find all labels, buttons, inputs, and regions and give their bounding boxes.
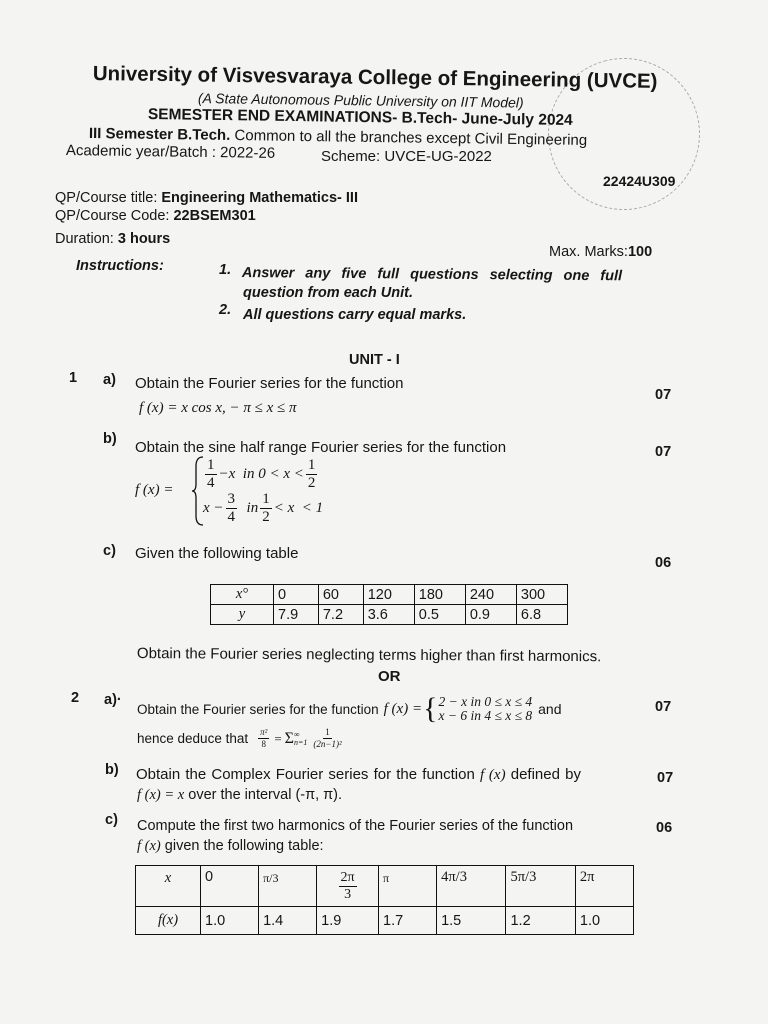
q2a-and: and (538, 701, 562, 717)
q2b-label: b) (105, 762, 119, 778)
table-cell: 60 (318, 585, 363, 605)
q1-number: 1 (69, 370, 78, 386)
q2c-data-table (135, 865, 634, 935)
q1b-label: b) (103, 431, 117, 447)
q1c-text: Given the following table (135, 545, 299, 562)
table-cell: 1.0 (201, 907, 259, 935)
q2c-marks: 06 (656, 820, 673, 836)
course-code-value: 22BSEM301 (173, 208, 256, 224)
q2b-function-symbol: f (x) (480, 767, 506, 783)
table-cell: 2π (575, 866, 633, 907)
q2a-case-1: 2 − x in 0 ≤ x ≤ 4 (438, 693, 533, 709)
table-cell: 0.5 (414, 605, 465, 625)
q1a-text: Obtain the Fourier series for the function (135, 375, 404, 392)
duration-value: 3 hours (117, 231, 171, 247)
table-cell: 1.0 (575, 907, 633, 935)
table-row-fx (136, 907, 634, 935)
exam-title: SEMESTER END EXAMINATIONS- B.Tech- June-July 2024 (147, 106, 573, 129)
table-header-y: y (211, 605, 274, 625)
max-marks-value: 100 (627, 244, 653, 260)
table-cell: 4π/3 (437, 866, 506, 907)
table-cell: 5π/3 (506, 866, 575, 907)
table-cell: 300 (516, 585, 567, 605)
instruction-1-line-1: Answer any five full questions selecting one full (241, 265, 623, 285)
q1b-piecewise-lhs: f (x) = (135, 482, 174, 498)
table-header-x: x (136, 866, 201, 907)
table-cell: 0 (201, 866, 259, 907)
q2b-text-end: defined by (510, 766, 581, 783)
fraction-three-quarters: $\frac{3}{4}$ (227, 491, 236, 525)
instruction-1-line-2: question from each Unit. (243, 285, 413, 301)
table-cell: 0 (274, 585, 319, 605)
q1c-marks: 06 (655, 555, 672, 571)
instruction-2-number: 2. (219, 302, 232, 318)
instructions-label: Instructions: (76, 258, 164, 274)
fraction-one-half: $\frac{1}{2}$ (307, 457, 316, 491)
instruction-1-number: 1. (219, 262, 232, 278)
q2c-function-symbol: f (x) (137, 838, 161, 854)
fraction-one-half-2: $\frac{1}{2}$ (262, 491, 270, 525)
q1b-case-2: x − $\frac{3}{4}$ in $\frac{1}{2}$ < x < 1 (203, 491, 324, 525)
table-cell: π/3 (259, 866, 317, 907)
fraction-one-quarter: $\frac{1}{4}$ (207, 457, 215, 491)
table-cell: 1.9 (317, 907, 379, 935)
university-subtitle: (A State Autonomous Public University on IIT Model) (197, 90, 524, 111)
q2c-label: c) (105, 812, 118, 828)
table-cell: 6.8 (516, 605, 567, 625)
semester-label: III Semester B.Tech. (88, 125, 231, 144)
q2-number: 2 (71, 690, 80, 706)
q2b-interval-text: over the interval (-π, π). (188, 787, 343, 803)
table-cell: 1.5 (437, 907, 506, 935)
table-cell-2pi-over-3: $\frac{2\pi}{3}$ (317, 866, 379, 907)
table-row-y (211, 605, 568, 625)
q2b-text-line-2 (137, 787, 342, 804)
q2c-text-line-2 (137, 838, 324, 855)
q2c-text-line-1: Compute the first two harmonics of the Fourier series of the function (137, 818, 574, 834)
q2a-deduce-text: hence deduce that (137, 731, 249, 746)
q2a-function-symbol: f (x) = (383, 700, 423, 717)
table-cell: 1.7 (379, 907, 437, 935)
unit-heading: UNIT - I (349, 352, 400, 368)
q1a-formula: f (x) = x cos x, − π ≤ x ≤ π (139, 400, 297, 416)
table-cell: 1.2 (506, 907, 575, 935)
duration-label: Duration: (55, 231, 114, 247)
duration (55, 231, 170, 247)
course-code (55, 208, 256, 224)
max-marks (549, 244, 652, 260)
q2a-text-main: Obtain the Fourier series for the function (137, 701, 379, 717)
table-header-fx: f(x) (136, 907, 201, 935)
q1c-data-table (210, 584, 568, 625)
q2a-brace: { (423, 692, 438, 725)
q2a-cases (438, 695, 532, 723)
q2a-label: a)· (104, 692, 122, 708)
table-row-x (211, 585, 568, 605)
q2a-pi-squared-over-8: $\frac{\text{π²}}{8}$ (260, 727, 268, 749)
table-cell: 1.4 (259, 907, 317, 935)
table-cell: π (379, 866, 437, 907)
table-cell: 120 (363, 585, 414, 605)
course-code-label: QP/Course Code: (55, 208, 170, 224)
q1b-case-1: $\frac{1}{4}$ −x in 0 < x < $\frac{1}{2}$ (207, 457, 316, 491)
table-cell: 7.9 (274, 605, 319, 625)
q2b-text-line-1 (136, 766, 581, 784)
table-cell: 0.9 (465, 605, 516, 625)
table-header-x: x° (211, 585, 274, 605)
q2a-case-2: x − 6 in 4 ≤ x ≤ 8 (438, 708, 533, 723)
course-title-label: QP/Course title: (55, 190, 158, 206)
q1a-marks: 07 (655, 387, 672, 403)
q2b-text-main: Obtain the Complex Fourier series for the function (136, 766, 475, 783)
summation-symbol: Σ (284, 729, 294, 747)
table-cell: 180 (414, 585, 465, 605)
table-cell: 7.2 (318, 605, 363, 625)
q2a-marks: 07 (655, 699, 672, 715)
instruction-2: All questions carry equal marks. (243, 307, 467, 323)
q2b-marks: 07 (657, 770, 674, 786)
stamp-code: 22424U309 (603, 173, 676, 189)
semester-branches: Common to all the branches except Civil Engineering (234, 127, 588, 149)
table-cell: 3.6 (363, 605, 414, 625)
q1b-marks: 07 (655, 444, 672, 460)
q2a-text (137, 694, 562, 724)
max-marks-label: Max. Marks: (549, 244, 628, 260)
table-row-x (136, 866, 634, 907)
course-title (55, 190, 358, 206)
table-cell: 240 (465, 585, 516, 605)
q2c-text-main: given the following table: (164, 838, 324, 854)
academic-year: Academic year/Batch : 2022-26 (65, 142, 276, 162)
q1a-label: a) (103, 372, 116, 388)
university-title: University of Visvesvaraya College of Engineering (UVCE) (92, 62, 658, 93)
q2b-fx-equals-x: f (x) = x (137, 787, 185, 803)
q1c-after-text: Obtain the Fourier series neglecting terms higher than first harmonics. (136, 645, 602, 666)
q1b-text: Obtain the sine half range Fourier series for the function (135, 439, 507, 456)
scheme: Scheme: UVCE-UG-2022 (321, 148, 492, 165)
or-divider: OR (378, 668, 401, 685)
q2a-series-term: $\frac{1}{\text{(2n−1)²}}$ (313, 727, 342, 749)
q2a-deduce: hence deduce that $\frac{\text{π²}}{8}$ = Σ ∞ n=1 $\frac{1}{\text{(2n−1)²}}$ (137, 727, 342, 749)
q1c-label: c) (103, 543, 116, 559)
course-title-value: Engineering Mathematics- III (161, 190, 358, 206)
